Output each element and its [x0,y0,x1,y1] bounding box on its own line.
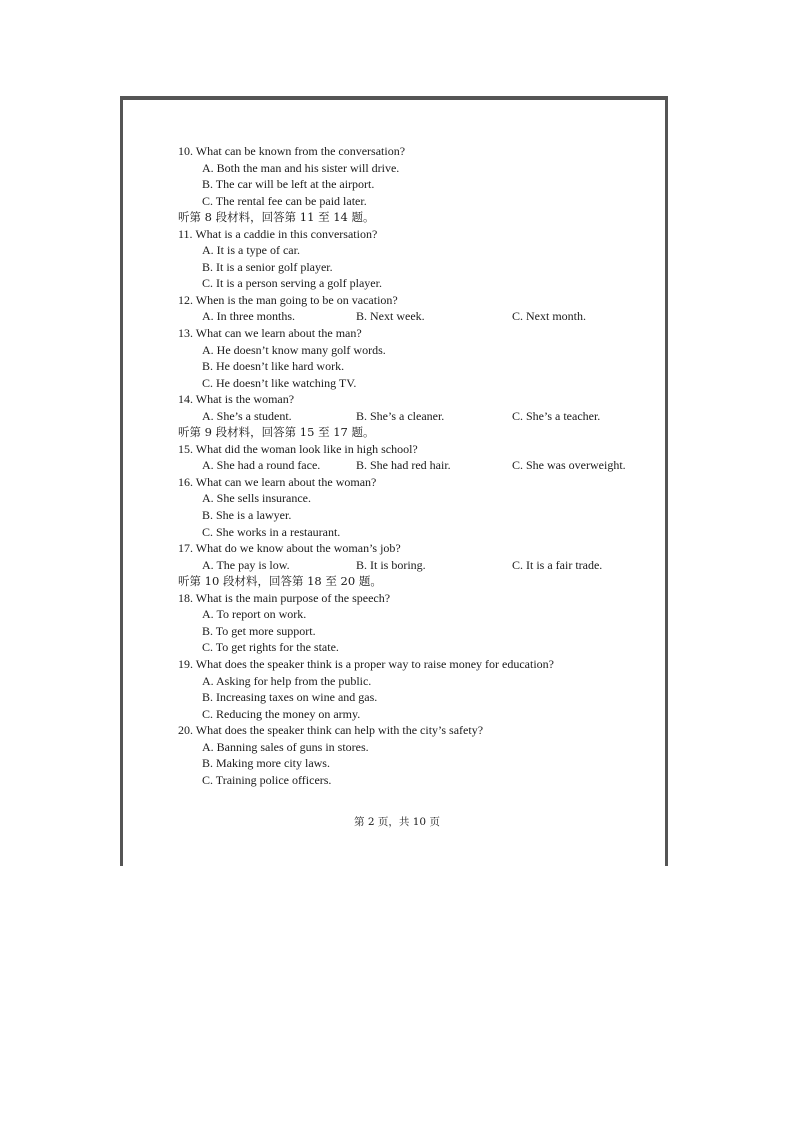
question-text: 15. What did the woman look like in high school? [178,441,418,456]
option-text: A. In three months. [202,309,295,324]
option-text: A. Asking for help from the public. [202,673,372,688]
option-text: C. Next month. [512,309,586,324]
option-text: C. It is a person serving a golf player. [202,276,382,291]
question-text: 12. When is the man going to be on vacation? [178,292,398,307]
option-text: A. He doesn’t know many golf words. [202,342,386,357]
question-text: 14. What is the woman? [178,392,295,407]
option-text: A. She had a round face. [202,458,321,473]
option-text: A. To report on work. [202,607,307,622]
option-text: B. She is a lawyer. [202,508,292,523]
option-row [178,308,658,325]
option-text: B. She’s a cleaner. [356,408,445,423]
option-text: B. It is boring. [356,557,426,572]
option-text: A. Banning sales of guns in stores. [202,739,369,754]
section-instruction: 听第 9 段材料，回答第 15 至 17 题。 [178,425,375,440]
option-text: B. To get more support. [202,623,316,638]
option-text: B. He doesn’t like hard work. [202,359,345,374]
question-text: 13. What can we learn about the man? [178,326,362,341]
option-row [178,457,658,474]
option-text: C. She’s a teacher. [512,408,601,423]
option-text: B. Next week. [356,309,425,324]
question-text: 17. What do we know about the woman’s job? [178,541,401,556]
option-text: C. He doesn’t like watching TV. [202,375,357,390]
option-text: B. Increasing taxes on wine and gas. [202,690,378,705]
option-text: B. The car will be left at the airport. [202,177,375,192]
question-text: 20. What does the speaker think can help with the city’s safety? [178,723,484,738]
option-text: C. The rental fee can be paid later. [202,193,367,208]
section-instruction: 听第 8 段材料，回答第 11 至 14 题。 [178,210,375,225]
page-footer: 第 2 页，共 10 页 [354,816,440,828]
question-list [178,143,658,788]
question-text: 16. What can we learn about the woman? [178,474,377,489]
option-text: C. It is a fair trade. [512,557,603,572]
question-text: 18. What is the main purpose of the speech? [178,590,391,605]
option-text: A. She’s a student. [202,408,292,423]
option-text: A. Both the man and his sister will drive. [202,160,400,175]
question-text: 19. What does the speaker think is a proper way to raise money for education? [178,656,554,671]
option-text: A. It is a type of car. [202,243,300,258]
question-text: 11. What is a caddie in this conversation? [178,226,378,241]
option-text: A. She sells insurance. [202,491,311,506]
option-text: B. Making more city laws. [202,756,330,771]
option-text: B. It is a senior golf player. [202,259,333,274]
section-instruction: 听第 10 段材料，回答第 18 至 20 题。 [178,574,382,589]
option-text: C. Training police officers. [202,772,332,787]
option-text: B. She had red hair. [356,458,451,473]
question-text: 10. What can be known from the conversation? [178,144,406,158]
option-text: C. To get rights for the state. [202,640,339,655]
option-text: C. She was overweight. [512,458,626,473]
option-text: A. The pay is low. [202,557,290,572]
option-row [178,408,658,425]
option-row [178,557,658,574]
option-text: C. Reducing the money on army. [202,706,361,721]
option-text: C. She works in a restaurant. [202,524,341,539]
